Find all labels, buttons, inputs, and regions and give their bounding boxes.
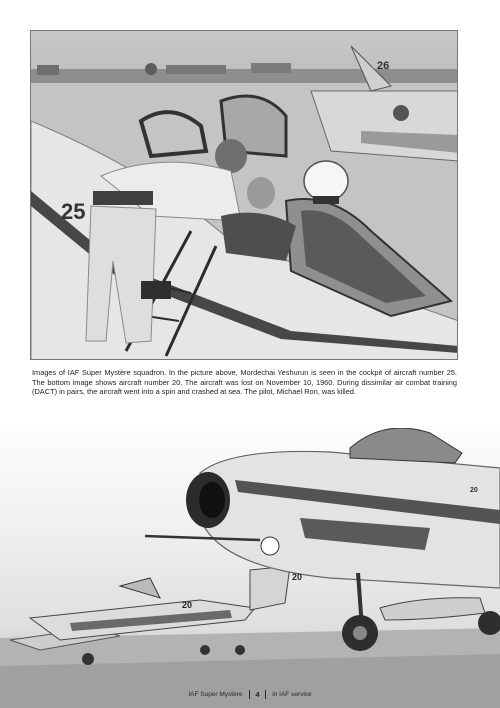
page-number: 4	[255, 689, 260, 699]
footer-section: in IAF service	[272, 690, 312, 698]
footer-divider	[249, 690, 250, 699]
page-footer	[0, 687, 500, 701]
footer-book-title: IAF Super Mystère	[188, 690, 243, 698]
aircraft-number-20-right: 20	[470, 487, 478, 494]
aircraft-number-25: 25	[61, 199, 86, 224]
aircraft-number-26: 26	[377, 60, 390, 72]
top-photograph	[30, 30, 458, 360]
aircraft-number-20-tail: 20	[292, 572, 303, 582]
photo-caption: Images of IAF Super Mystère squadron. In the picture above, Mordechai Yeshurun is seen in the cockpit of aircraft number 25. The bottom image shows aircraft number 20. The aircraft was lost on November 10, 1960. During dissimilar air combat training (DACT) in pairs, the aircraft went into a spin and crashed at sea. The pilot, Michael Ron, was killed.	[32, 368, 457, 397]
bottom-photograph	[0, 428, 500, 708]
aircraft-number-20-fuselage: 20	[182, 600, 193, 610]
footer-divider	[265, 690, 266, 699]
